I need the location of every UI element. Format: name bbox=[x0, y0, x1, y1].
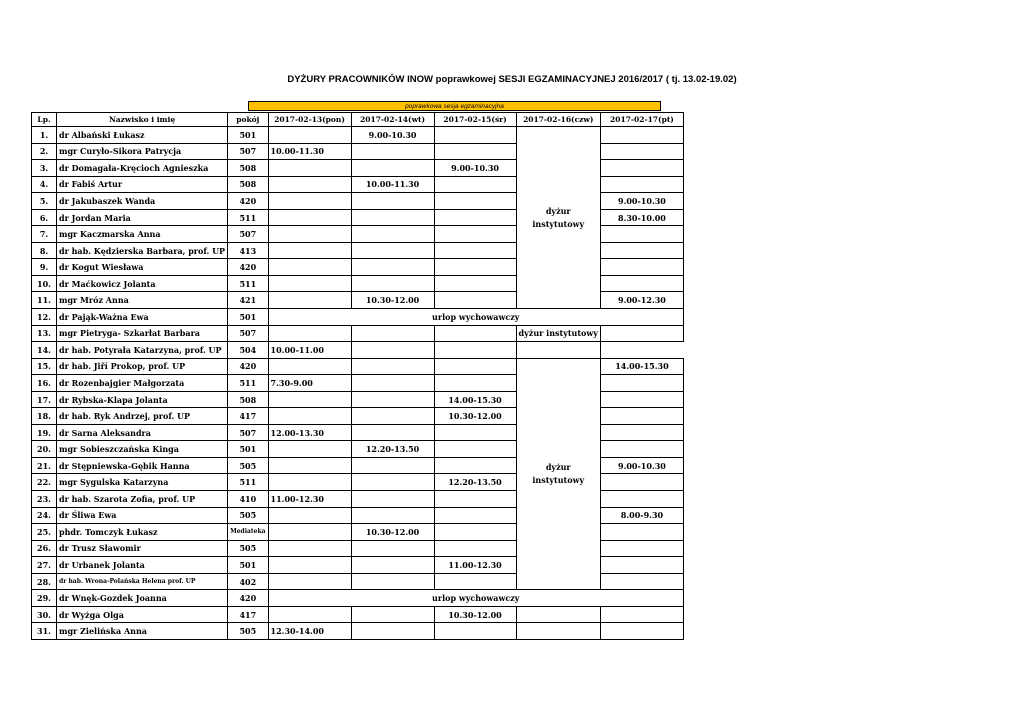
row-number: 11. bbox=[32, 292, 57, 309]
row-number: 18. bbox=[32, 408, 57, 425]
cell-day-1 bbox=[268, 457, 351, 474]
header-row bbox=[32, 113, 684, 127]
cell-day-1 bbox=[268, 193, 351, 210]
cell-day-3 bbox=[434, 573, 516, 590]
row-name: dr Wnęk-Gozdek Joanna bbox=[57, 590, 228, 607]
cell-day-3 bbox=[434, 424, 516, 441]
row-name: dr Albański Łukasz bbox=[57, 127, 228, 144]
row-number: 1. bbox=[32, 127, 57, 144]
cell-day-2 bbox=[351, 491, 434, 508]
table-row bbox=[32, 309, 684, 326]
cell-day-2 bbox=[351, 391, 434, 408]
cell-day-1 bbox=[268, 259, 351, 276]
row-number: 8. bbox=[32, 242, 57, 259]
row-room: 501 bbox=[228, 309, 268, 326]
row-number: 9. bbox=[32, 259, 57, 276]
cell-day-3 bbox=[434, 127, 516, 144]
cell-day-1: 10.00-11.00 bbox=[268, 342, 351, 359]
row-number: 29. bbox=[32, 590, 57, 607]
cell-day-2 bbox=[351, 540, 434, 557]
row-number: 7. bbox=[32, 226, 57, 243]
cell-day-1 bbox=[268, 441, 351, 458]
row-name: dr hab. Ryk Andrzej, prof. UP bbox=[57, 408, 228, 425]
row-name: dr Sarna Aleksandra bbox=[57, 424, 228, 441]
row-name: dr Pająk-Ważna Ewa bbox=[57, 309, 228, 326]
cell-day-2 bbox=[351, 573, 434, 590]
cell-day-3 bbox=[434, 342, 516, 359]
row-number: 14. bbox=[32, 342, 57, 359]
cell-day-2 bbox=[351, 325, 434, 342]
row-room: 508 bbox=[228, 391, 268, 408]
leave-cell: urlop wychowawczy bbox=[268, 590, 683, 607]
cell-day-3: 11.00-12.30 bbox=[434, 557, 516, 574]
cell-day-1: 12.30-14.00 bbox=[268, 623, 351, 640]
cell-day-5 bbox=[600, 275, 683, 292]
row-number: 24. bbox=[32, 507, 57, 524]
cell-day-5: 9.00-10.30 bbox=[600, 457, 683, 474]
page-title: DYŻURY PRACOWNIKÓW INOW poprawkowej SESJI EGZAMINACYJNEJ 2016/2017 ( tj. 13.02-19.02) bbox=[287, 74, 737, 85]
row-room: 421 bbox=[228, 292, 268, 309]
leave-cell: urlop wychowawczy bbox=[268, 309, 683, 326]
cell-day-2 bbox=[351, 193, 434, 210]
cell-day-5 bbox=[600, 375, 683, 392]
cell-day-2 bbox=[351, 474, 434, 491]
row-name: mgr Sygulska Katarzyna bbox=[57, 474, 228, 491]
cell-day-3: 10.30-12.00 bbox=[434, 408, 516, 425]
cell-day-1: 12.00-13.30 bbox=[268, 424, 351, 441]
row-name: dr Domagała-Kręcioch Agnieszka bbox=[57, 160, 228, 177]
cell-day-3 bbox=[434, 524, 516, 541]
cell-day-5 bbox=[600, 259, 683, 276]
row-name: dr Śliwa Ewa bbox=[57, 507, 228, 524]
cell-day-2: 10.00-11.30 bbox=[351, 176, 434, 193]
row-name: mgr Zielińska Anna bbox=[57, 623, 228, 640]
cell-day-3 bbox=[434, 507, 516, 524]
cell-day-2 bbox=[351, 242, 434, 259]
row-room: 420 bbox=[228, 259, 268, 276]
row-name: dr Rozenbajgier Małgorzata bbox=[57, 375, 228, 392]
row-name: dr Wyżga Olga bbox=[57, 606, 228, 623]
row-name: mgr Sobieszczańska Kinga bbox=[57, 441, 228, 458]
cell-day-4 bbox=[516, 623, 600, 640]
header-room: pokój bbox=[228, 113, 268, 127]
cell-day-5 bbox=[600, 160, 683, 177]
cell-day-3 bbox=[434, 176, 516, 193]
table-row bbox=[32, 358, 684, 375]
row-name: mgr Mróz Anna bbox=[57, 292, 228, 309]
table-row bbox=[32, 606, 684, 623]
row-number: 25. bbox=[32, 524, 57, 541]
institute-duty-cell bbox=[516, 127, 600, 309]
cell-day-2 bbox=[351, 143, 434, 160]
row-room: 511 bbox=[228, 375, 268, 392]
row-room: 505 bbox=[228, 507, 268, 524]
cell-day-1 bbox=[268, 275, 351, 292]
row-number: 16. bbox=[32, 375, 57, 392]
row-room: 505 bbox=[228, 540, 268, 557]
cell-day-3 bbox=[434, 226, 516, 243]
cell-day-3 bbox=[434, 292, 516, 309]
cell-day-1 bbox=[268, 242, 351, 259]
cell-day-2 bbox=[351, 606, 434, 623]
cell-day-3 bbox=[434, 242, 516, 259]
cell-day-5: 8.30-10.00 bbox=[600, 209, 683, 226]
row-name: dr Maćkowicz Jolanta bbox=[57, 275, 228, 292]
cell-day-5 bbox=[600, 573, 683, 590]
cell-day-1 bbox=[268, 292, 351, 309]
row-number: 12. bbox=[32, 309, 57, 326]
cell-day-5: 9.00-10.30 bbox=[600, 193, 683, 210]
row-room: 501 bbox=[228, 127, 268, 144]
header-lp: Lp. bbox=[32, 113, 57, 127]
row-number: 19. bbox=[32, 424, 57, 441]
cell-day-5 bbox=[600, 127, 683, 144]
row-name: dr Fabiś Artur bbox=[57, 176, 228, 193]
cell-day-2 bbox=[351, 424, 434, 441]
cell-day-2 bbox=[351, 160, 434, 177]
cell-day-5 bbox=[600, 424, 683, 441]
cell-day-2 bbox=[351, 457, 434, 474]
cell-day-3 bbox=[434, 457, 516, 474]
cell-day-1 bbox=[268, 160, 351, 177]
cell-day-2 bbox=[351, 275, 434, 292]
row-name: dr hab. Wrona-Polańska Helena prof. UP bbox=[57, 573, 228, 590]
row-number: 3. bbox=[32, 160, 57, 177]
institute-duty-line-2: instytutowy bbox=[532, 474, 585, 485]
row-name: dr Stępniewska-Gębik Hanna bbox=[57, 457, 228, 474]
row-number: 13. bbox=[32, 325, 57, 342]
cell-day-4 bbox=[516, 606, 600, 623]
row-room: 507 bbox=[228, 325, 268, 342]
cell-day-5 bbox=[600, 474, 683, 491]
cell-day-2 bbox=[351, 375, 434, 392]
row-number: 22. bbox=[32, 474, 57, 491]
row-number: 17. bbox=[32, 391, 57, 408]
row-number: 27. bbox=[32, 557, 57, 574]
cell-day-1 bbox=[268, 507, 351, 524]
row-room: 507 bbox=[228, 226, 268, 243]
institute-duty-cell bbox=[516, 358, 600, 590]
row-room: 511 bbox=[228, 474, 268, 491]
row-number: 30. bbox=[32, 606, 57, 623]
cell-day-2 bbox=[351, 226, 434, 243]
row-room: 507 bbox=[228, 143, 268, 160]
cell-day-2 bbox=[351, 358, 434, 375]
cell-day-5 bbox=[600, 143, 683, 160]
row-number: 10. bbox=[32, 275, 57, 292]
cell-day-5: 9.00-12.30 bbox=[600, 292, 683, 309]
cell-day-2 bbox=[351, 209, 434, 226]
institute-duty-line-1: dyżur bbox=[545, 205, 571, 216]
row-name: mgr Curyło-Sikora Patrycja bbox=[57, 143, 228, 160]
cell-day-5 bbox=[516, 342, 600, 359]
row-number: 21. bbox=[32, 457, 57, 474]
header-day-2: 2017-02-14(wt) bbox=[351, 113, 434, 127]
row-room: 501 bbox=[228, 441, 268, 458]
row-name: dr hab. Jiří Prokop, prof. UP bbox=[57, 358, 228, 375]
row-room: 501 bbox=[228, 557, 268, 574]
duty-table bbox=[31, 112, 684, 640]
header-day-5: 2017-02-17(pt) bbox=[600, 113, 683, 127]
cell-day-5 bbox=[600, 623, 683, 640]
cell-day-3 bbox=[434, 623, 516, 640]
row-room: 508 bbox=[228, 160, 268, 177]
table-row bbox=[32, 127, 684, 144]
cell-day-3: 9.00-10.30 bbox=[434, 160, 516, 177]
row-number: 6. bbox=[32, 209, 57, 226]
cell-day-1 bbox=[268, 325, 351, 342]
row-name: mgr Kaczmarska Anna bbox=[57, 226, 228, 243]
cell-day-5 bbox=[600, 325, 683, 342]
cell-day-3 bbox=[434, 325, 516, 342]
row-number: 20. bbox=[32, 441, 57, 458]
cell-day-5: 8.00-9.30 bbox=[600, 507, 683, 524]
cell-day-5 bbox=[600, 540, 683, 557]
cell-day-5: 14.00-15.30 bbox=[600, 358, 683, 375]
cell-day-5 bbox=[600, 226, 683, 243]
cell-day-1 bbox=[268, 540, 351, 557]
row-room: 420 bbox=[228, 358, 268, 375]
cell-day-3 bbox=[434, 193, 516, 210]
row-room: 402 bbox=[228, 573, 268, 590]
cell-day-5 bbox=[600, 242, 683, 259]
row-number: 31. bbox=[32, 623, 57, 640]
cell-day-2: 10.30-12.00 bbox=[351, 524, 434, 541]
cell-day-1 bbox=[268, 474, 351, 491]
institute-duty-line-1: dyżur bbox=[545, 461, 571, 472]
institute-duty-line-2: instytutowy bbox=[532, 218, 585, 229]
row-name: phdr. Tomczyk Łukasz bbox=[57, 524, 228, 541]
row-room: 511 bbox=[228, 209, 268, 226]
row-name: dr hab. Szarota Zofia, prof. UP bbox=[57, 491, 228, 508]
row-number: 26. bbox=[32, 540, 57, 557]
cell-day-1: 10.00-11.30 bbox=[268, 143, 351, 160]
cell-day-1 bbox=[268, 557, 351, 574]
cell-day-3 bbox=[434, 275, 516, 292]
row-room: 417 bbox=[228, 606, 268, 623]
cell-day-1 bbox=[268, 176, 351, 193]
cell-day-1 bbox=[268, 358, 351, 375]
cell-day-1 bbox=[268, 226, 351, 243]
row-number: 15. bbox=[32, 358, 57, 375]
row-name: dr Trusz Sławomir bbox=[57, 540, 228, 557]
cell-day-1 bbox=[268, 606, 351, 623]
cell-day-2 bbox=[351, 342, 434, 359]
cell-day-1 bbox=[268, 209, 351, 226]
row-number: 4. bbox=[32, 176, 57, 193]
cell-day-1 bbox=[268, 573, 351, 590]
row-room: 410 bbox=[228, 491, 268, 508]
cell-day-3 bbox=[434, 491, 516, 508]
cell-day-5 bbox=[600, 408, 683, 425]
row-room: 504 bbox=[228, 342, 268, 359]
row-name: dr Urbanek Jolanta bbox=[57, 557, 228, 574]
row-room: 507 bbox=[228, 424, 268, 441]
row-name: dr hab. Kędzierska Barbara, prof. UP bbox=[57, 242, 228, 259]
row-name: dr Jordan Maria bbox=[57, 209, 228, 226]
cell-day-3 bbox=[434, 143, 516, 160]
cell-day-5 bbox=[600, 606, 683, 623]
cell-day-5 bbox=[600, 176, 683, 193]
cell-day-3 bbox=[434, 209, 516, 226]
cell-day-3 bbox=[434, 259, 516, 276]
table-row bbox=[32, 623, 684, 640]
cell-day-1: 11.00-12.30 bbox=[268, 491, 351, 508]
session-banner: poprawkowa sesja egzaminacyjna bbox=[248, 101, 661, 111]
row-name: dr Jakubaszek Wanda bbox=[57, 193, 228, 210]
row-number: 2. bbox=[32, 143, 57, 160]
cell-day-3 bbox=[434, 441, 516, 458]
row-number: 23. bbox=[32, 491, 57, 508]
cell-day-2 bbox=[351, 507, 434, 524]
row-number: 5. bbox=[32, 193, 57, 210]
cell-day-3 bbox=[434, 375, 516, 392]
row-name: dr Kogut Wiesława bbox=[57, 259, 228, 276]
cell-day-1: 7.30-9.00 bbox=[268, 375, 351, 392]
cell-day-2 bbox=[351, 557, 434, 574]
row-room: 505 bbox=[228, 623, 268, 640]
cell-day-2: 12.20-13.50 bbox=[351, 441, 434, 458]
cell-day-3: 10.30-12.00 bbox=[434, 606, 516, 623]
cell-day-1 bbox=[268, 524, 351, 541]
table-row bbox=[32, 342, 684, 359]
row-room: 511 bbox=[228, 275, 268, 292]
cell-day-1 bbox=[268, 408, 351, 425]
cell-day-5 bbox=[600, 441, 683, 458]
table-row bbox=[32, 325, 684, 342]
cell-day-2 bbox=[351, 408, 434, 425]
row-name: dr hab. Potyrała Katarzyna, prof. UP bbox=[57, 342, 228, 359]
header-name: Nazwisko i imię bbox=[57, 113, 228, 127]
cell-day-2 bbox=[351, 259, 434, 276]
header-day-4: 2017-02-16(czw) bbox=[516, 113, 600, 127]
cell-day-2 bbox=[351, 623, 434, 640]
cell-day-3 bbox=[434, 540, 516, 557]
cell-day-1 bbox=[268, 127, 351, 144]
cell-day-1 bbox=[268, 391, 351, 408]
cell-day-3: 12.20-13.50 bbox=[434, 474, 516, 491]
cell-day-3 bbox=[434, 358, 516, 375]
row-number: 28. bbox=[32, 573, 57, 590]
header-day-1: 2017-02-13(pon) bbox=[268, 113, 351, 127]
cell-day-5 bbox=[600, 524, 683, 541]
cell-day-5 bbox=[600, 491, 683, 508]
cell-day-3: 14.00-15.30 bbox=[434, 391, 516, 408]
row-name: dr Rybska-Klapa Jolanta bbox=[57, 391, 228, 408]
row-room: 413 bbox=[228, 242, 268, 259]
row-name: mgr Pietryga- Szkarłat Barbara bbox=[57, 325, 228, 342]
cell-day-5 bbox=[600, 391, 683, 408]
institute-duty-note: dyżur instytutowy bbox=[516, 325, 600, 342]
row-room: 505 bbox=[228, 457, 268, 474]
row-room: Mediateka bbox=[228, 524, 268, 541]
cell-day-2: 10.30-12.00 bbox=[351, 292, 434, 309]
table-row bbox=[32, 590, 684, 607]
header-day-3: 2017-02-15(śr) bbox=[434, 113, 516, 127]
row-room: 420 bbox=[228, 590, 268, 607]
row-room: 508 bbox=[228, 176, 268, 193]
cell-day-5 bbox=[600, 557, 683, 574]
row-room: 420 bbox=[228, 193, 268, 210]
cell-day-2: 9.00-10.30 bbox=[351, 127, 434, 144]
row-room: 417 bbox=[228, 408, 268, 425]
